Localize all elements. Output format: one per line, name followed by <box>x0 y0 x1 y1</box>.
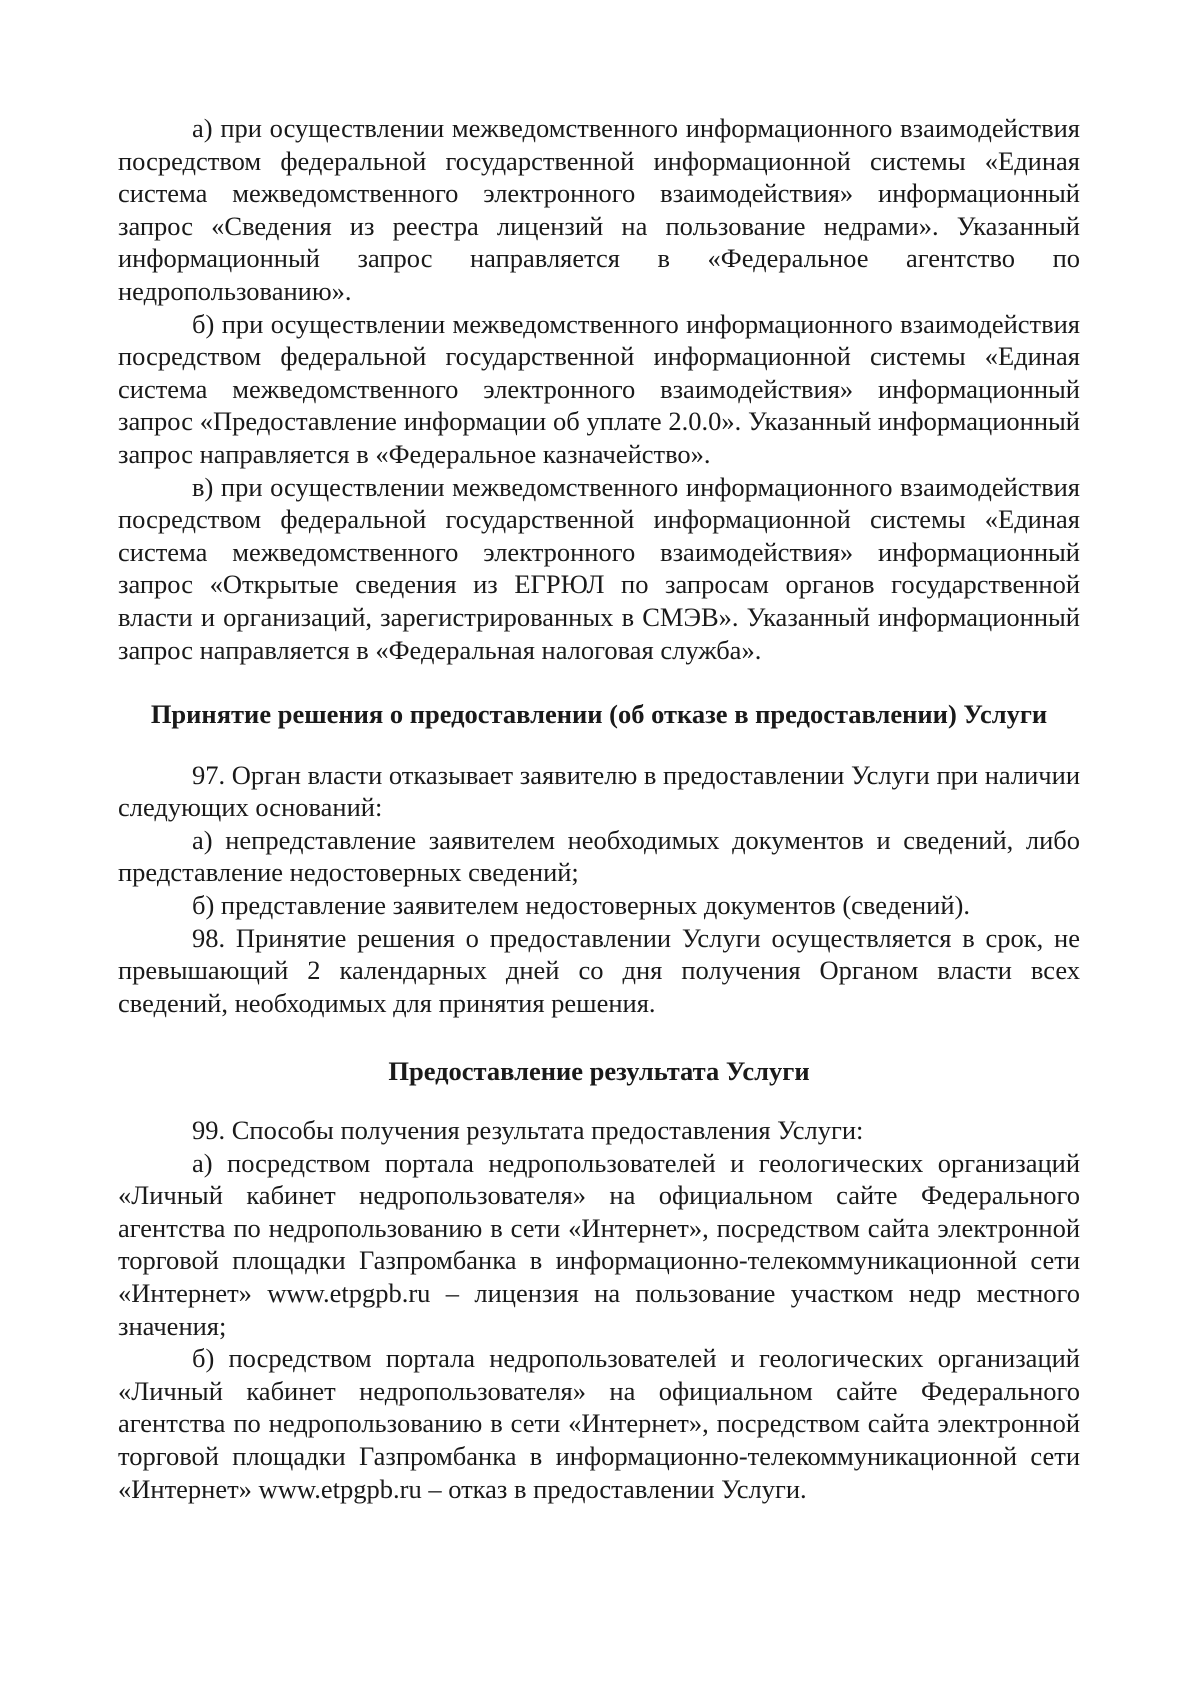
decision-section <box>118 698 1080 1019</box>
paragraph-97-a: а) непредставление заявителем необходимых документов и сведений, либо представление недостоверных сведений; <box>118 824 1080 888</box>
document-page <box>118 112 1080 1505</box>
paragraph-request-a: а) при осуществлении межведомственного информационного взаимодействия посредством федеральной государственной информационной системы «Единая система межведомственного электронного взаимодействия» информационный запрос «Сведения из реестра лицензий на пользование недрами». Указанный информационный запрос направляется в «Федеральное агентство по недропользованию». <box>118 113 1080 306</box>
section-heading-decision: Принятие решения о предоставлении (об отказе в предоставлении) Услуги <box>150 699 1048 730</box>
paragraph-request-v: в) при осуществлении межведомственного информационного взаимодействия посредством федеральной государственной информационной системы «Единая система межведомственного электронного взаимодействия» информационный запрос «Открытые сведения из ЕГРЮЛ по запросам органов государственной власти и организаций, зарегистрированных в СМЭВ». Указанный информационный запрос направляется в «Федеральная налоговая служба». <box>118 471 1080 665</box>
section-heading-result: Предоставление результата Услуги <box>388 1056 810 1087</box>
paragraph-97-b: б) представление заявителем недостоверных документов (сведений). <box>192 890 970 921</box>
paragraph-98: 98. Принятие решения о предоставлении Услуги осуществляется в срок, не превышающий 2 календарных дней со дня получения Органом власти всех сведений, необходимых для принятия решения. <box>118 922 1080 1018</box>
result-section <box>118 1055 1080 1505</box>
paragraph-97: 97. Орган власти отказывает заявителю в предоставлении Услуги при наличии следующих оснований: <box>118 759 1080 823</box>
paragraph-99-a: а) посредством портала недропользователей и геологических организаций «Личный кабинет недропользователя» на официальном сайте Федерального агентства по недропользованию в сети «Интернет», посредством сайта электронной торговой площадки Газпромбанка в информационно-телекоммуникационной сети «Интернет» www.etpgpb.ru – лицензия на пользование участком недр местного значения; <box>118 1147 1080 1341</box>
paragraph-request-b: б) при осуществлении межведомственного информационного взаимодействия посредством федеральной государственной информационной системы «Единая система межведомственного электронного взаимодействия» информационный запрос «Предоставление информации об уплате 2.0.0». Указанный информационный запрос направляется в «Федеральное казначейство». <box>118 308 1080 469</box>
paragraph-99-b: б) посредством портала недропользователей и геологических организаций «Личный кабинет недропользователя» на официальном сайте Федерального агентства по недропользованию в сети «Интернет», посредством сайта электронной торговой площадки Газпромбанка в информационно-телекоммуникационной сети «Интернет» www.etpgpb.ru – отказ в предоставлении Услуги. <box>118 1343 1080 1504</box>
interagency-requests-section <box>118 112 1080 666</box>
paragraph-99: 99. Способы получения результата предоставления Услуги: <box>192 1115 864 1146</box>
